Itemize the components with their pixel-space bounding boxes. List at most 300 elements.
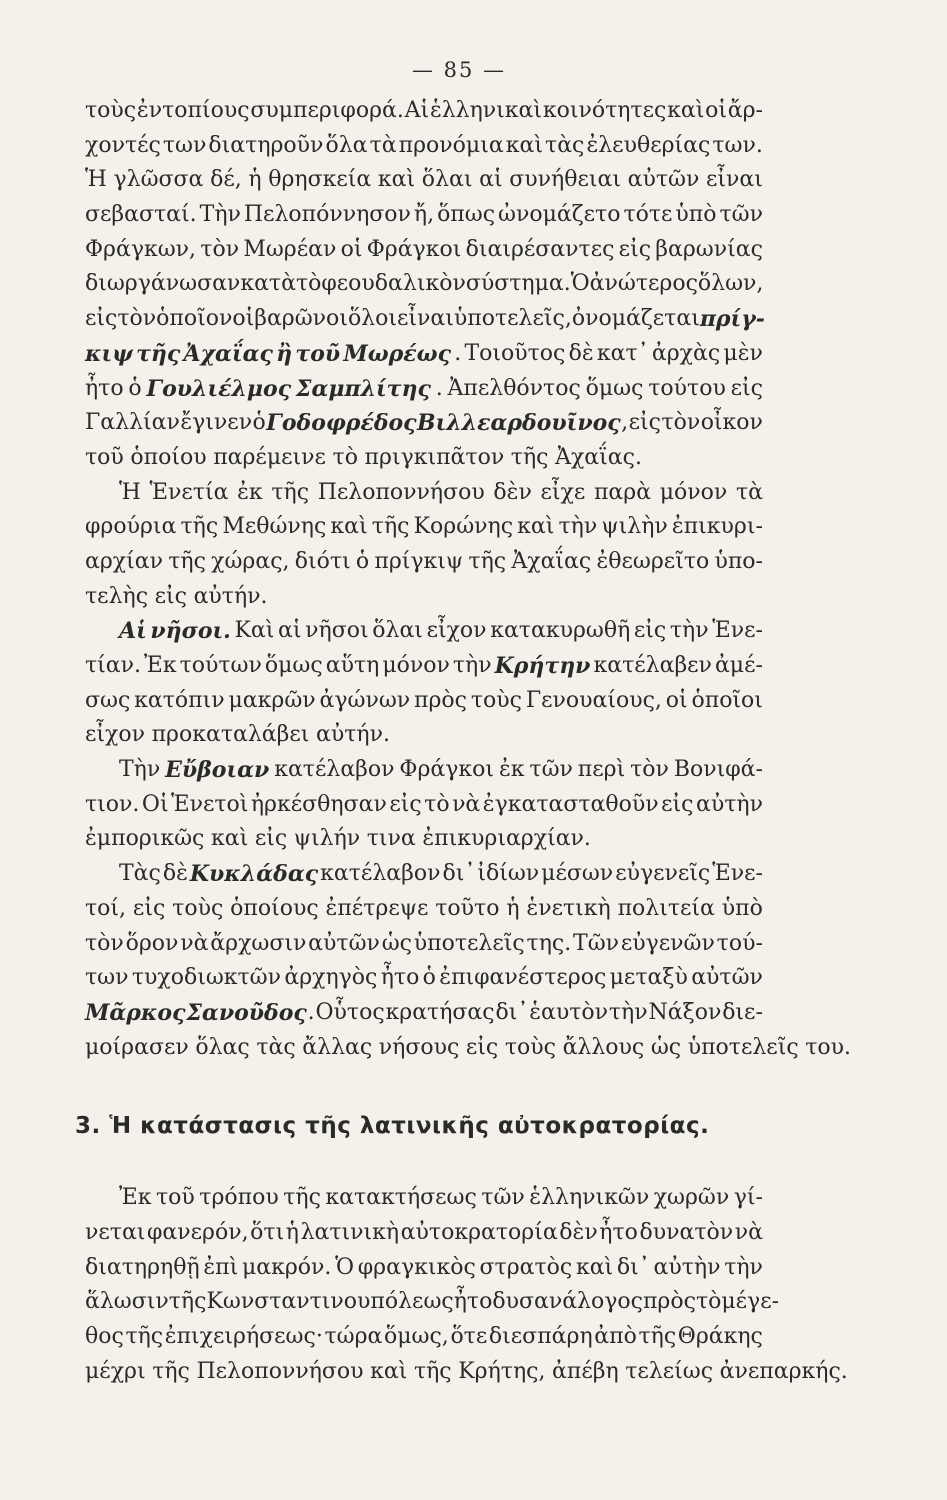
word: των (162, 132, 207, 158)
word: εἰς (154, 583, 187, 609)
word: δι᾿ (442, 861, 476, 887)
word: καὶ (210, 826, 249, 852)
word: Ἑνετοὶ (171, 791, 249, 817)
word: τὰ (369, 132, 397, 158)
word: ὅμως, (384, 1324, 449, 1349)
word: μακρῶν (228, 687, 316, 713)
word: πρὸς (414, 687, 467, 713)
word: ὁποίους (230, 895, 319, 921)
word: ὅλαι (372, 618, 423, 644)
word: αὐτοκρατορία (400, 1219, 558, 1245)
word: ἐκ (498, 757, 525, 783)
word: εἰς (254, 826, 288, 852)
word: εἰς (628, 410, 661, 436)
word: ψιλήν (293, 826, 361, 852)
word: ἐπιχειρήσεως· (164, 1324, 323, 1349)
text-line (85, 580, 763, 615)
word: ἦτο (453, 1289, 493, 1315)
word: Ἑνε- (712, 861, 763, 887)
word: μεταξὺ (609, 965, 688, 991)
word: των (85, 965, 129, 991)
word: Ἡ (85, 167, 107, 193)
word: Ἐκ (119, 1185, 152, 1211)
word: τότε (623, 202, 673, 228)
word: βαρωνίας (655, 236, 763, 262)
word: καὶ (505, 132, 543, 158)
word: τοῦ (85, 444, 124, 470)
word: Φράγκων, (85, 236, 197, 262)
word: Νάξον (648, 999, 722, 1025)
word: τοῦ (295, 340, 341, 367)
word: ἀγώνων (319, 687, 411, 713)
word: φεουδαλικὸν (321, 271, 466, 297)
word: . (454, 340, 462, 366)
word: τὸν (661, 410, 701, 436)
word: παρέμεινε (213, 444, 326, 470)
word: κατέλαβον (274, 757, 395, 783)
word: Οἱ (141, 791, 169, 817)
word: περὶ (577, 757, 626, 783)
word: τώρα (324, 1324, 383, 1349)
word: Βονιφά- (673, 757, 763, 783)
word: διωργάνωσαν (85, 271, 241, 297)
paragraph-5 (85, 857, 852, 1065)
word: πρίγκιψ (374, 548, 464, 574)
word: ὡς (650, 1034, 682, 1060)
word: εἶχε (540, 479, 586, 505)
word: φανερόν, (147, 1219, 249, 1245)
word: Τὴν (199, 202, 241, 228)
word: ἰδίων (477, 861, 540, 887)
word: γλῶσσα (113, 167, 204, 193)
word: τοῦ (156, 1185, 195, 1211)
word: τὸν (630, 757, 669, 783)
word: δὲ (162, 861, 188, 887)
word: ἀρχηγὸς (284, 965, 378, 991)
word: ἐπὶ (203, 1254, 239, 1280)
word: νὰ (180, 930, 209, 956)
word: ὅτι (250, 1219, 285, 1245)
word: ὠνομάζετο (498, 202, 621, 228)
word: ἐκ (237, 479, 263, 505)
word: ὅπως (437, 202, 496, 228)
text-line (85, 302, 763, 337)
word: ὑποτελεῖς, (453, 306, 572, 332)
word: πρίγ- (699, 306, 765, 333)
word: ἠρκέσθησαν (250, 791, 387, 817)
text-line (85, 372, 763, 407)
word: εἶχον (426, 618, 487, 644)
word: Ὁ (335, 1254, 355, 1280)
word: τὴν (669, 618, 709, 644)
word: Μεθώνης (222, 514, 327, 540)
word: νῆσοι. (150, 618, 231, 645)
word: δὲν (559, 1219, 598, 1245)
word: τοί, (85, 895, 127, 921)
word: οἱ (340, 236, 363, 262)
word: τῆς (468, 548, 507, 574)
word: τὰς (256, 1034, 296, 1060)
word: Κορώνης (413, 514, 514, 540)
word: ὅλων, (697, 271, 764, 297)
word: Κυκλάδας (189, 861, 319, 888)
word: αὐτῶν (691, 965, 763, 991)
word: Καὶ (234, 618, 275, 644)
word: διε- (722, 999, 763, 1025)
word: δι᾿ (616, 1254, 650, 1280)
text-line (85, 1181, 763, 1216)
word: τῶν (719, 202, 763, 228)
text-line (85, 718, 763, 753)
word: ἄρχωσιν (210, 930, 307, 956)
word: κιψ (85, 340, 133, 367)
word: ἐγκατασταθοῦν (482, 791, 659, 817)
word: διαιρέσαντες (465, 236, 615, 262)
word: μακρόν. (241, 1254, 332, 1280)
word: Τὴν (119, 757, 161, 783)
word: ἄλλας (302, 1034, 373, 1060)
word: τὴν (608, 999, 648, 1025)
word: Ὁ (570, 271, 590, 297)
word: αὐτήν. (193, 583, 268, 609)
word: ὑπὸ (675, 202, 717, 228)
word: ἀνεπαρκής. (719, 1358, 848, 1384)
word: τὸ (332, 444, 358, 470)
word: τινα (366, 826, 416, 852)
word: καὶ (377, 167, 416, 193)
word: τῶν (481, 1185, 525, 1211)
word: ὁποῖον (156, 306, 233, 332)
word: ὑπο- (714, 548, 763, 574)
text-line (85, 684, 763, 719)
word: κοινότητες (542, 98, 667, 123)
word: τὰς (545, 132, 585, 158)
word: Ἑνετία (149, 479, 229, 505)
word: δέ, (210, 167, 242, 193)
text-line (85, 267, 763, 302)
word: ἡ (506, 895, 520, 921)
word: τοὺς (504, 1034, 556, 1060)
word: εἰς (85, 306, 118, 332)
word: ἀπὸ (594, 1324, 637, 1349)
word: νῆσοι (305, 618, 369, 644)
word: μοίρασεν (85, 1034, 189, 1060)
word: προνόμια (398, 132, 504, 158)
word: πριγκιπᾶτον (364, 444, 505, 470)
word: ἄρ- (727, 98, 763, 123)
word: Ἀχαΐας (183, 340, 273, 367)
word: αὐτήν. (316, 722, 390, 748)
word: κατόπιν (134, 687, 225, 713)
word: τῆς (413, 1358, 452, 1384)
word: ὁ (128, 375, 142, 401)
word: ὁποίου (130, 444, 207, 470)
word: τῆς (168, 548, 206, 574)
text-line (85, 857, 763, 892)
word: τούτου (648, 375, 726, 401)
word: διεσπάρη (488, 1324, 593, 1349)
word: Αἱ (404, 98, 430, 123)
word: Κρήτης, (458, 1358, 546, 1384)
text-line (85, 1285, 780, 1320)
word: καὶ (330, 514, 368, 540)
word: Τὰς (119, 861, 161, 887)
word: ἀμέ- (714, 653, 763, 678)
word: ἐπέτρεψε (325, 895, 429, 921)
word: θος (85, 1324, 124, 1349)
word: Ἡ (119, 479, 141, 505)
word: μόνον (382, 653, 450, 678)
word: οἶκον (700, 410, 763, 436)
word: Κωνσταντινουπόλεως (206, 1289, 454, 1315)
word: τὸ (295, 271, 322, 297)
word: σεβασταί. (85, 202, 197, 228)
text-line (85, 476, 763, 511)
section-heading: 3. Ἡ κατάστασις τῆς λατινικῆς αὐτοκρατορίας. (75, 1113, 710, 1140)
word: διατηροῦν (208, 132, 324, 158)
word: τῶν (529, 757, 573, 783)
word: μόνον (659, 479, 728, 505)
page-number: — 85 — (411, 58, 507, 82)
text-line (85, 337, 763, 372)
word: Βιλλεαρδουῖνος (417, 410, 621, 437)
word: καὶ (370, 1358, 408, 1384)
word: Γενουαίους, (525, 687, 662, 713)
word: κατακυρωθῆ (490, 618, 631, 644)
word: Τῶν (573, 930, 620, 956)
word: τῆς (168, 1289, 207, 1315)
paragraph-6 (85, 1181, 848, 1389)
word: μέγε- (721, 1289, 780, 1315)
word: αὕτη (325, 653, 380, 678)
word: εἰς (389, 791, 422, 817)
word: Τοιοῦτος (464, 340, 566, 366)
word: ὅρον (125, 930, 179, 956)
word: ἐμπορικῶς (85, 826, 205, 852)
text-line (85, 614, 763, 649)
word: κατακτήσεως (325, 1185, 477, 1211)
word: Ἀπελθόντος (447, 375, 581, 401)
word: ἐπιφανέστερος (439, 965, 607, 991)
word: βαρῶνοι (254, 306, 348, 332)
word: ἑαυτὸν (529, 999, 609, 1025)
word: νὰ (734, 1219, 763, 1245)
word: Πελοπόννησον (243, 202, 411, 228)
word: ὅμως (264, 653, 323, 678)
text-line (85, 961, 763, 996)
word: ἐλευθερίας (586, 132, 711, 158)
word: τῆς (638, 1324, 677, 1349)
text-line (85, 892, 763, 927)
word: εἰς (633, 618, 667, 644)
word: τῆς (283, 1185, 321, 1211)
word: εἶναι (705, 167, 763, 193)
text-line (85, 163, 763, 198)
word: ἐπικυρι- (671, 514, 763, 540)
word: ἀρχὰς (651, 340, 721, 366)
word: Θράκης (677, 1324, 763, 1349)
word: ὁ (252, 410, 266, 436)
word: τοῦτο (435, 895, 500, 921)
text-line (85, 510, 763, 545)
word: τὸν (85, 930, 124, 956)
word: χοντές (85, 132, 161, 158)
word: μέχρι (85, 1358, 146, 1384)
word: εἶχον (85, 722, 145, 748)
word: γί- (733, 1185, 763, 1211)
word: τελὴς (85, 583, 149, 609)
word: σύστημα. (465, 271, 571, 297)
word: παρὰ (593, 479, 652, 505)
word: τῆς (125, 1324, 164, 1349)
word: Πελοποννήσου (196, 1358, 364, 1384)
word: τοὺς (85, 98, 137, 123)
word: τὴν (558, 514, 598, 540)
word: πρὸς (642, 1289, 696, 1315)
word: καὶ (667, 98, 705, 123)
word: της. (526, 930, 572, 956)
word: αὐτῶν (308, 930, 380, 956)
word: προκαταλάβει (151, 722, 310, 748)
text-line (85, 545, 763, 580)
word: ὅλοι (347, 306, 397, 332)
word: εὐγενεῖς (615, 861, 711, 887)
word: ὅλα (325, 132, 368, 158)
text-line (85, 1031, 852, 1066)
word: ἤ, (413, 202, 435, 228)
word: ὅτε (450, 1324, 488, 1349)
word: Αἱ (119, 618, 147, 645)
word: εἰς (132, 895, 166, 921)
word: τῆς (180, 514, 219, 540)
word: εὐγενῶν (620, 930, 715, 956)
word: τὸν (117, 306, 157, 332)
word: του. (805, 1034, 852, 1060)
word: τού- (716, 930, 763, 956)
word: τῆς (510, 444, 549, 470)
word: Γουλιέλμος (146, 375, 292, 402)
word: κατέλαβεν (593, 653, 712, 678)
word: τοὺς (172, 895, 224, 921)
word: ἔγινεν (180, 410, 253, 436)
word: θρησκεία (268, 167, 372, 193)
word: τὸ (424, 791, 450, 817)
text-line (85, 822, 763, 857)
text-line (85, 996, 763, 1031)
text-line (85, 406, 763, 441)
word: διατηρηθῇ (85, 1254, 200, 1280)
word: ὑπὸ (721, 895, 763, 921)
word: στρατὸς (479, 1254, 573, 1280)
word: τελείως (625, 1358, 714, 1384)
word: Οὗτος (315, 999, 385, 1025)
word: εἰς (661, 791, 694, 817)
word: αὐτὴν (695, 791, 763, 817)
word: Πελοποννήσου (317, 479, 485, 505)
word: κατέλαβον (320, 861, 441, 887)
word: Γαλλίαν (85, 410, 180, 436)
word: κατ᾿ (596, 340, 649, 366)
word: τρόπου (199, 1185, 279, 1211)
word: Μωρέαν (243, 236, 337, 262)
word: ὅλας (195, 1034, 250, 1060)
word: καὶ (517, 514, 555, 540)
word: κρατήσας (385, 999, 495, 1025)
word: αρχίαν (85, 548, 163, 574)
word: τὴν (452, 653, 492, 678)
word: ἄλλους (562, 1034, 645, 1060)
word: λατινικὴ (300, 1219, 400, 1245)
word: τὸ (695, 1289, 722, 1315)
word: Ἑνε- (712, 618, 763, 644)
word: ἦτο (599, 1219, 638, 1245)
text-line (85, 233, 763, 268)
word: νεται (85, 1219, 146, 1245)
word: ὀνομάζεται (571, 306, 700, 332)
word: οἱ (665, 687, 688, 713)
word: Σανοῦδος (186, 999, 307, 1026)
word: τοὺς (470, 687, 522, 713)
word: μέσων (541, 861, 614, 887)
text-line (85, 649, 763, 684)
word: τῆς (271, 479, 310, 505)
word: ἡ (248, 167, 262, 193)
word: τῆς (136, 340, 181, 367)
word: πολιτεία (617, 895, 715, 921)
word: χωρῶν (653, 1185, 730, 1211)
word: δὲ (568, 340, 594, 366)
word: εἰς (618, 236, 652, 262)
word: χώρας, (211, 548, 290, 574)
word: ἑνετικὴ (526, 895, 611, 921)
word: ὁποῖοι (691, 687, 763, 713)
text-line (85, 1320, 763, 1355)
paragraph-2 (85, 476, 763, 615)
word: νὰ (452, 791, 481, 817)
text-line (85, 441, 763, 476)
text-line (85, 129, 763, 164)
word: . (307, 999, 315, 1025)
word: κατὰ (240, 271, 296, 297)
word: Εὔβοιαν (165, 757, 270, 784)
word: Ἀχαΐας (511, 548, 592, 574)
word: ἐντοπίους (136, 98, 250, 123)
word: δυνατὸν (639, 1219, 734, 1245)
text-line (85, 1355, 848, 1390)
text-line (85, 753, 763, 788)
word: ἑλληνικῶν (529, 1185, 650, 1211)
word: αἱ (278, 618, 302, 644)
word: ἅλωσιν (85, 1289, 169, 1315)
word: ψιλὴν (601, 514, 668, 540)
word: ἀνώτερος (589, 271, 698, 297)
word: μὲν (723, 340, 763, 366)
text-line (85, 198, 763, 233)
word: δὲν (493, 479, 532, 505)
word: Κρήτην (494, 653, 591, 679)
word: . (435, 375, 443, 401)
word: Ἀχαΐας. (555, 444, 642, 470)
word: τῆς (152, 1358, 190, 1384)
word: ὑποτελεῖς (687, 1034, 799, 1060)
word: τὸν (200, 236, 240, 262)
word: εἶναι (397, 306, 454, 332)
word: Γοδοφρέδος (266, 410, 417, 437)
paragraph-4 (85, 753, 763, 857)
word: τῆς (371, 514, 410, 540)
word: διότι (294, 548, 351, 574)
word: Φράγκοι (399, 757, 495, 783)
